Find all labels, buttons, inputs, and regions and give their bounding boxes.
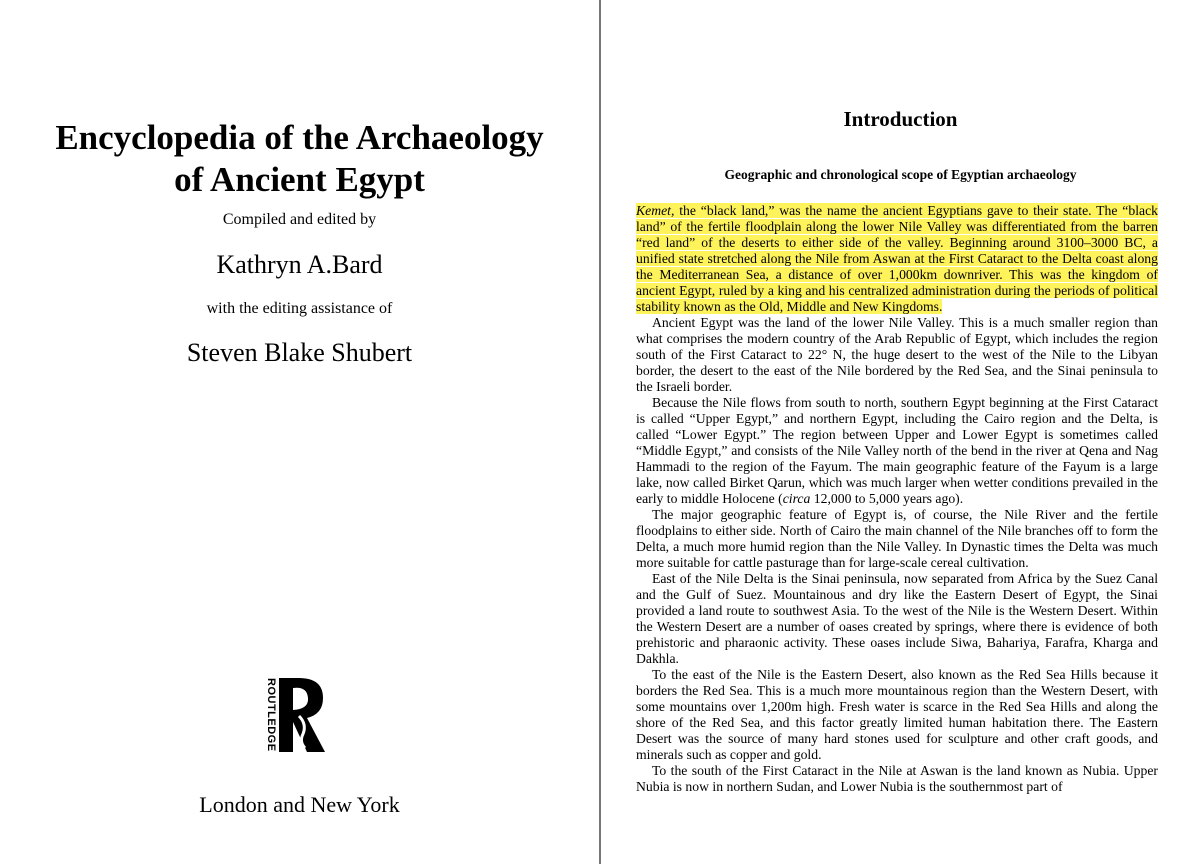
title-page (0, 0, 599, 864)
assistance-label: with the editing assistance of (206, 300, 393, 317)
book-title-line-2: of Ancient Egypt (174, 160, 425, 199)
assistant-name: Steven Blake Shubert (186, 338, 413, 367)
introduction-body (636, 203, 1158, 795)
paragraph-upper-lower-egypt-text: Because the Nile flows from south to north, southern Egypt beginning at the First Cataract is called “Upper Egypt,” and northern Egypt, including the Cairo region and the Delta, is called “Lower Egypt.” The region between Upper and Lower Egypt is sometimes called “Middle Egypt,” and consists of the Nile Valley north of the bend in the river at Qena and Nag Hammadi to the region of the Fayum. The main geographic feature of the Fayum is a large lake, now called Birket Qarun, which was much larger when wetter conditions prevailed in the early to middle Holocene ( (636, 395, 1158, 506)
italic-term-circa: circa (782, 491, 811, 506)
publisher-place: London and New York (199, 792, 400, 817)
highlighted-passage (636, 203, 1158, 314)
paragraph-nile-river: The major geographic feature of Egypt is, of course, the Nile River and the fertile floodplains to either side. North of Cairo the main channel of the Nile branches off to form the Delta, a much more humid region than the Nile Valley. In Dynastic times the Delta was much more suitable for cattle pasturage than for large-scale cereal cultivation. (636, 507, 1158, 570)
introduction-subtitle: Geographic and chronological scope of Egyptian archaeology (724, 167, 1077, 182)
book-title (0, 117, 599, 201)
editor-name: Kathryn A.Bard (216, 250, 383, 279)
italic-term-kemet: Kemet, (636, 203, 675, 218)
routledge-r-icon (277, 676, 327, 754)
introduction-page (601, 0, 1200, 864)
introduction-title: Introduction (843, 107, 958, 131)
paragraph-upper-lower-egypt (636, 395, 1158, 507)
paragraph-sinai-western-desert: East of the Nile Delta is the Sinai peninsula, now separated from Africa by the Suez Canal and the Gulf of Suez. Mountainous and dry like the Eastern Desert of Egypt, the Sinai provided a land route to southwest Asia. To the west of the Nile is the Western Desert. Within the Western Desert are a number of oases created by springs, where there is evidence of both prehistoric and pharaonic activity. These oases include Siwa, Bahariya, Farafra, Kharga and Dakhla. (636, 571, 1158, 666)
paragraph-nubia: To the south of the First Cataract in the Nile at Aswan is the land known as Nubia. Upper Nubia is now in northern Sudan, and Lower Nubia is the southernmost part of (636, 763, 1158, 794)
paragraph-upper-lower-egypt-end: 12,000 to 5,000 years ago). (810, 491, 964, 506)
publisher-logo (263, 676, 327, 754)
publisher-logo-text: ROUTLEDGE (265, 678, 277, 752)
paragraph-lower-nile-valley: Ancient Egypt was the land of the lower Nile Valley. This is a much smaller region than what comprises the modern country of the Arab Republic of Egypt, which includes the region south of the First Cataract to 22° N, the huge desert to the west of the Nile to the Libyan border, the desert to the east of the Nile bordered by the Red Sea, and the Sinai peninsula to the Israeli border. (636, 315, 1158, 394)
paragraph-kemet-text: the “black land,” was the name the ancient Egyptians gave to their state. The “black land” of the fertile floodplain along the lower Nile Valley was differentiated from the barren “red land” of the deserts to either side of the valley. Beginning around 3100–3000 BC, a unified state stretched along the Nile from Aswan at the First Cataract to the Delta coast along the Mediterranean Sea, a distance of over 1,000km downriver. This was the kingdom of ancient Egypt, ruled by a king and his centralized administration during the periods of political stability known as the Old, Middle and New Kingdoms. (636, 203, 1158, 314)
paragraph-kemet (636, 203, 1158, 315)
compiled-by-label: Compiled and edited by (222, 211, 377, 228)
book-title-line-1: Encyclopedia of the Archaeology (55, 118, 544, 157)
paragraph-eastern-desert: To the east of the Nile is the Eastern Desert, also known as the Red Sea Hills because it borders the Red Sea. This is a much more mountainous region than the Western Desert, with some mountains over 1,200m high. Fresh water is scarce in the Red Sea Hills and along the shore of the Red Sea, and this factor greatly limited human habitation there. The Eastern Desert was the source of many hard stones used for sculpture and other craft goods, and minerals such as copper and gold. (636, 667, 1158, 762)
